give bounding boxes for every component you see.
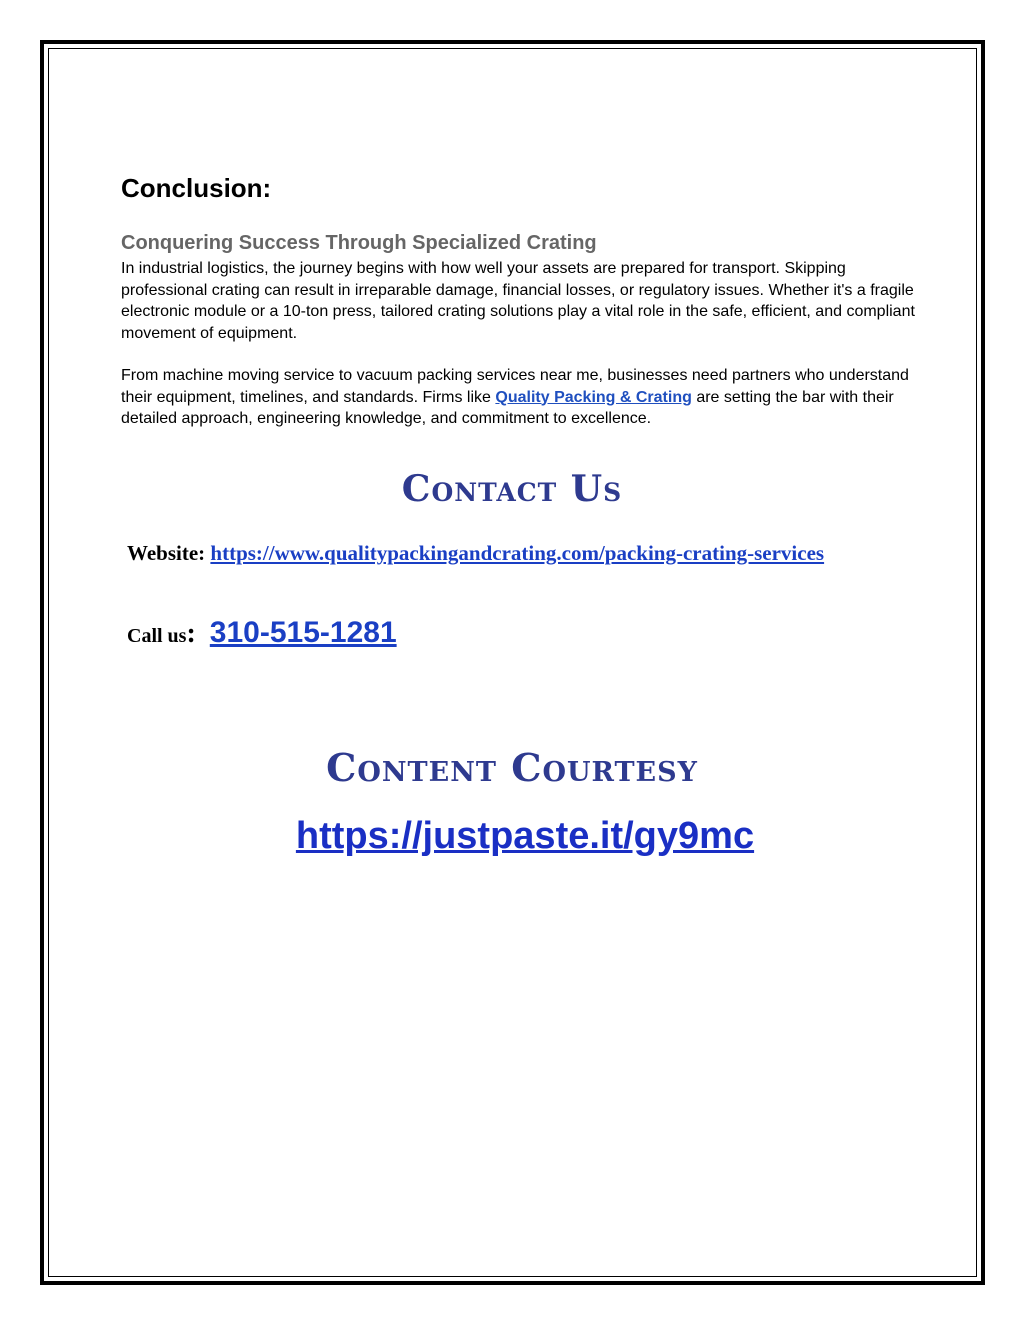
- phone-link[interactable]: 310-515-1281: [209, 616, 397, 649]
- call-us-line: [127, 616, 397, 650]
- courtesy-link[interactable]: https://justpaste.it/gy9mc: [295, 815, 755, 857]
- contact-us-heading: Contact Us: [401, 468, 623, 510]
- conclusion-paragraph-1: In industrial logistics, the journey begins with how well your assets are prepared for transport. Skipping professional crating can result in irreparable damage, financial losses, or regulatory issues. Whether it's a fragile electronic module or a 10-ton press, tailored crating solutions play a vital role in the safe, efficient, and compliant movement of equipment.: [121, 260, 915, 342]
- call-us-colon: :: [186, 618, 196, 649]
- website-label: Website:: [127, 541, 206, 565]
- paragraph-2-text-after: are setting the bar with their detailed approach, engineering knowledge, and commitment to excellence.: [121, 388, 894, 427]
- quality-packing-link[interactable]: Quality Packing & Crating: [495, 388, 692, 406]
- content-courtesy-heading: Content Courtesy: [326, 745, 698, 790]
- call-us-label: Call us: [127, 625, 187, 647]
- conclusion-subheading: Conquering Success Through Specialized Crating: [121, 232, 597, 254]
- conclusion-heading: Conclusion:: [121, 173, 272, 203]
- website-line: [127, 541, 824, 566]
- paragraph-2-text-before: From machine moving service to vacuum packing services near me, businesses need partners who understand their equipment, timelines, and standards. Firms like: [121, 367, 909, 406]
- conclusion-paragraph-2: [121, 365, 921, 430]
- website-link[interactable]: https://www.qualitypackingandcrating.com/packing-crating-services: [210, 541, 825, 565]
- conclusion-section: [121, 170, 921, 430]
